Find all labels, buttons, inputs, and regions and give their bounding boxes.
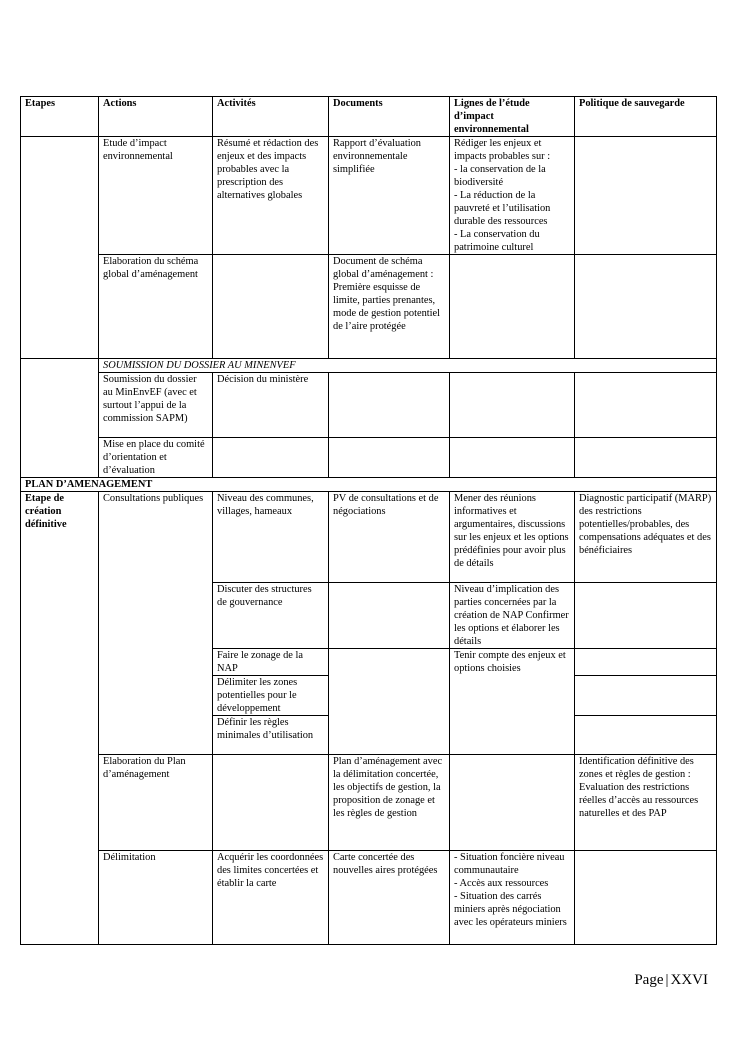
etude-impact-document: Rapport d’évaluation environnementale simplifiée <box>329 137 450 255</box>
soumission-activite: Décision du ministère <box>213 373 329 438</box>
page-separator: | <box>665 972 669 988</box>
plan-politique: Identification définitive des zones et règles de gestion : Evaluation des restrictions réelles d’accès au ressources naturelles et des PAP <box>575 755 717 851</box>
etude-impact-action: Etude d’impact environnemental <box>99 137 213 255</box>
table-row <box>21 255 717 359</box>
schema-global-action: Elaboration du schéma global d’aménagement <box>99 255 213 359</box>
etude-impact-activite: Résumé et rédaction des enjeux et des impacts probables avec la prescription des alternatives globales <box>213 137 329 255</box>
empty-cell <box>575 583 717 649</box>
empty-cell <box>329 438 450 478</box>
empty-cell <box>450 255 575 359</box>
empty-cell <box>575 676 717 716</box>
delimitation-ligne: - Situation foncière niveau communautaire - Accès aux ressources - Situation des carrés miniers après négociation avec les opérateurs miniers <box>450 851 575 945</box>
empty-cell <box>575 438 717 478</box>
table-row <box>21 137 717 255</box>
empty-cell <box>450 438 575 478</box>
empty-cell <box>450 755 575 851</box>
page-label: Page <box>634 972 664 988</box>
header-documents: Documents <box>329 97 450 137</box>
page-footer <box>634 972 708 989</box>
header-activites: Activités <box>213 97 329 137</box>
consultations-ligne: Mener des réunions informatives et argumentaires, discussions sur les enjeux et les options prédéfinies pour avoir plus de détails <box>450 492 575 583</box>
delimitation-document: Carte concertée des nouvelles aires protégées <box>329 851 450 945</box>
header-lignes-etude-impact: Lignes de l’étude d’impact environnemental <box>450 97 575 137</box>
empty-cell <box>575 137 717 255</box>
header-politique-sauvegarde: Politique de sauvegarde <box>575 97 717 137</box>
consultations-politique: Diagnostic participatif (MARP) des restrictions potentielles/probables, des compensations adéquates et des bénéficiaires <box>575 492 717 583</box>
consultations-action: Consultations publiques <box>99 492 213 755</box>
plan-amenagement-banner: PLAN D’AMENAGEMENT <box>21 478 717 492</box>
empty-cell <box>329 649 450 755</box>
table-row <box>21 373 717 438</box>
gouvernance-activite: Discuter des structures de gouvernance <box>213 583 329 649</box>
regles-activite: Définir les règles minimales d’utilisation <box>213 716 329 755</box>
etapes-cell-empty <box>21 359 99 478</box>
consultations-activite: Niveau des communes, villages, hameaux <box>213 492 329 583</box>
plan-action: Elaboration du Plan d’aménagement <box>99 755 213 851</box>
schema-global-document: Document de schéma global d’aménagement : Première esquisse de limite, parties prenantes, mode de gestion potentiel de l’aire protégée <box>329 255 450 359</box>
empty-cell <box>575 649 717 676</box>
table-row <box>21 492 717 583</box>
header-actions: Actions <box>99 97 213 137</box>
gouvernance-ligne: Niveau d’implication des parties concernées par la création de NAP Confirmer les options et élaborer les détails <box>450 583 575 649</box>
table-row <box>21 755 717 851</box>
delimitation-activite: Acquérir les coordonnées des limites concertées et établir la carte <box>213 851 329 945</box>
table-row <box>21 438 717 478</box>
delimiter-activite: Délimiter les zones potentielles pour le développement <box>213 676 329 716</box>
plan-document: Plan d’aménagement avec la délimitation concertée, les objectifs de gestion, la proposition de zonage et les règles de gestion <box>329 755 450 851</box>
empty-cell <box>213 255 329 359</box>
empty-cell <box>329 583 450 649</box>
comite-action: Mise en place du comité d’orientation et d’évaluation <box>99 438 213 478</box>
soumission-action: Soumission du dossier au MinEnvEF (avec et surtout l’appui de la commission SAPM) <box>99 373 213 438</box>
empty-cell <box>329 373 450 438</box>
table-header-row <box>21 97 717 137</box>
zonage-activite: Faire le zonage de la NAP <box>213 649 329 676</box>
table-row <box>21 478 717 492</box>
empty-cell <box>213 755 329 851</box>
table-row <box>21 359 717 373</box>
environmental-planning-table <box>20 96 717 945</box>
empty-cell <box>575 716 717 755</box>
header-etapes: Etapes <box>21 97 99 137</box>
consultations-document: PV de consultations et de négociations <box>329 492 450 583</box>
page-number: XXVI <box>670 972 708 988</box>
empty-cell <box>575 373 717 438</box>
empty-cell <box>450 373 575 438</box>
delimitation-action: Délimitation <box>99 851 213 945</box>
etapes-cell-empty <box>21 137 99 359</box>
empty-cell <box>575 255 717 359</box>
soumission-banner: SOUMISSION DU DOSSIER AU MINENVEF <box>99 359 717 373</box>
etude-impact-ligne: Rédiger les enjeux et impacts probables sur : - la conservation de la biodiversité - La réduction de la pauvreté et l’utilisation durable des ressources - La conservation du patrimoine culturel <box>450 137 575 255</box>
zonage-ligne: Tenir compte des enjeux et options choisies <box>450 649 575 755</box>
empty-cell <box>575 851 717 945</box>
etape-creation-definitive: Etape de création définitive <box>21 492 99 945</box>
empty-cell <box>213 438 329 478</box>
table-row <box>21 851 717 945</box>
